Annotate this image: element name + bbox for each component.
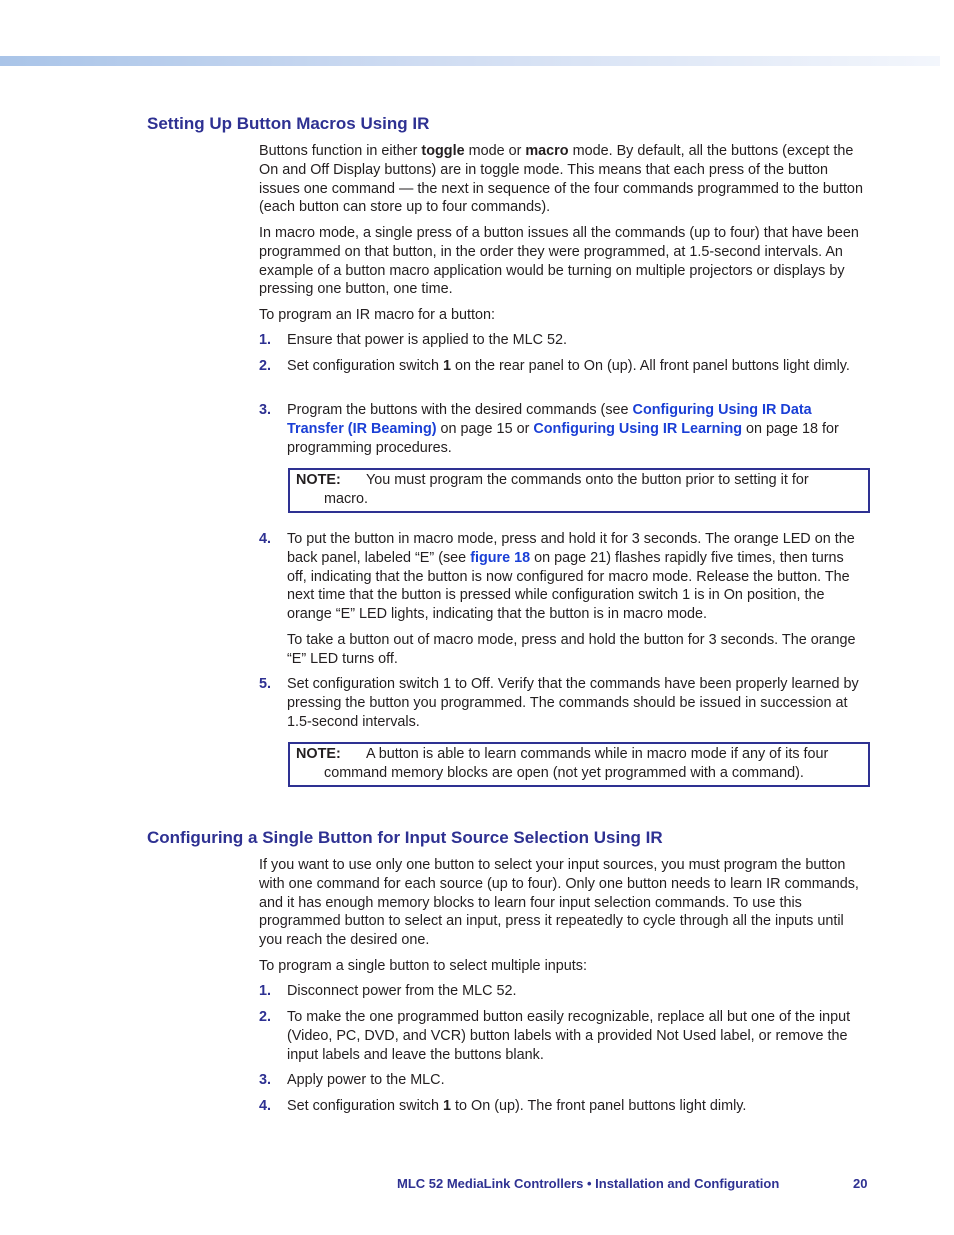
page-number: 20 (853, 1176, 868, 1191)
paragraph-intro-2: To program a single button to select multiple inputs: (259, 958, 587, 974)
list-item: 3. Program the buttons with the desired commands (see Configuring Using IR Data Transfer (IR Beaming) on page 15 or Configuring Using IR Learning on page 18 for programming procedures. (259, 402, 839, 456)
link-figure-18[interactable]: figure 18 (470, 549, 531, 566)
section-heading-macros: Setting Up Button Macros Using IR (147, 114, 430, 133)
note-box: NOTE: You must program the commands onto the button prior to setting it for macro. (288, 468, 870, 513)
list-item: 4. Set configuration switch 1 to On (up). The front panel buttons light dimly. (259, 1098, 747, 1114)
section-heading-single-button: Configuring a Single Button for Input Source Selection Using IR (147, 828, 663, 847)
header-gradient-bar (0, 56, 940, 66)
list-item: 4. To put the button in macro mode, press and hold it for 3 seconds. The orange LED on the back panel, labeled “E” (see figure 18 on page 21) flashes rapidly five times, then turns off, indicating that the button is now configured for macro mode. Release the button. The next time that the button is pressed while configuration switch 1 is in On position, the orange “E” LED lights, indicating that the button is in macro mode. To take a button out of macro mode, press and hold the button for 3 seconds. The orange “E” LED turns off. (259, 531, 856, 667)
link-ir-learning[interactable]: Configuring Using IR Learning (533, 420, 743, 437)
list-item: 1. Disconnect power from the MLC 52. (259, 983, 517, 999)
note-box: NOTE: A button is able to learn commands while in macro mode if any of its four command memory blocks are open (not yet programmed with a command). (288, 742, 870, 787)
footer-title: MLC 52 MediaLink Controllers • Installation and Configuration (397, 1176, 780, 1191)
link-ir-data-transfer[interactable]: Configuring Using IR Data Transfer (IR Beaming) (287, 402, 812, 437)
list-item: 2. Set configuration switch 1 on the rear panel to On (up). All front panel buttons light dimly. (259, 358, 850, 374)
list-item: 1. Ensure that power is applied to the MLC 52. (259, 332, 567, 348)
paragraph-modes: Buttons function in either toggle mode or macro mode. By default, all the buttons (except the On and Off Display buttons) are in toggle mode. This means that each press of the button issues one command — the next in sequence of the four commands programmed to the button (each button can store up to four commands). (259, 143, 863, 216)
paragraph-macro-mode: In macro mode, a single press of a button issues all the commands (up to four) that have been programmed on that button, in the order they were programmed, at 1.5-second intervals. An example of a button macro application would be turning on multiple projectors or displays by pressing one button, one time. (259, 225, 859, 298)
list-item: 2. To make the one programmed button easily recognizable, replace all but one of the input (Video, PC, DVD, and VCR) button labels with a provided Not Used label, or remove the input labels and leave the buttons blank. (259, 1009, 851, 1063)
paragraph-intro: To program an IR macro for a button: (259, 307, 495, 323)
list-item: 3. Apply power to the MLC. (259, 1072, 445, 1088)
list-item: 5. Set configuration switch 1 to Off. Verify that the commands have been properly learned by pressing the button you programmed. The commands should be issued in succession at 1.5-second intervals. (259, 676, 859, 730)
paragraph-single-button: If you want to use only one button to select your input sources, you must program the button with one command for each source (up to four). Only one button needs to learn IR commands, and it has enough memory blocks to learn four input selection commands. To use this programmed button to select an input, press it repeatedly to cycle through all the inputs until you reach the desired one. (259, 857, 859, 949)
